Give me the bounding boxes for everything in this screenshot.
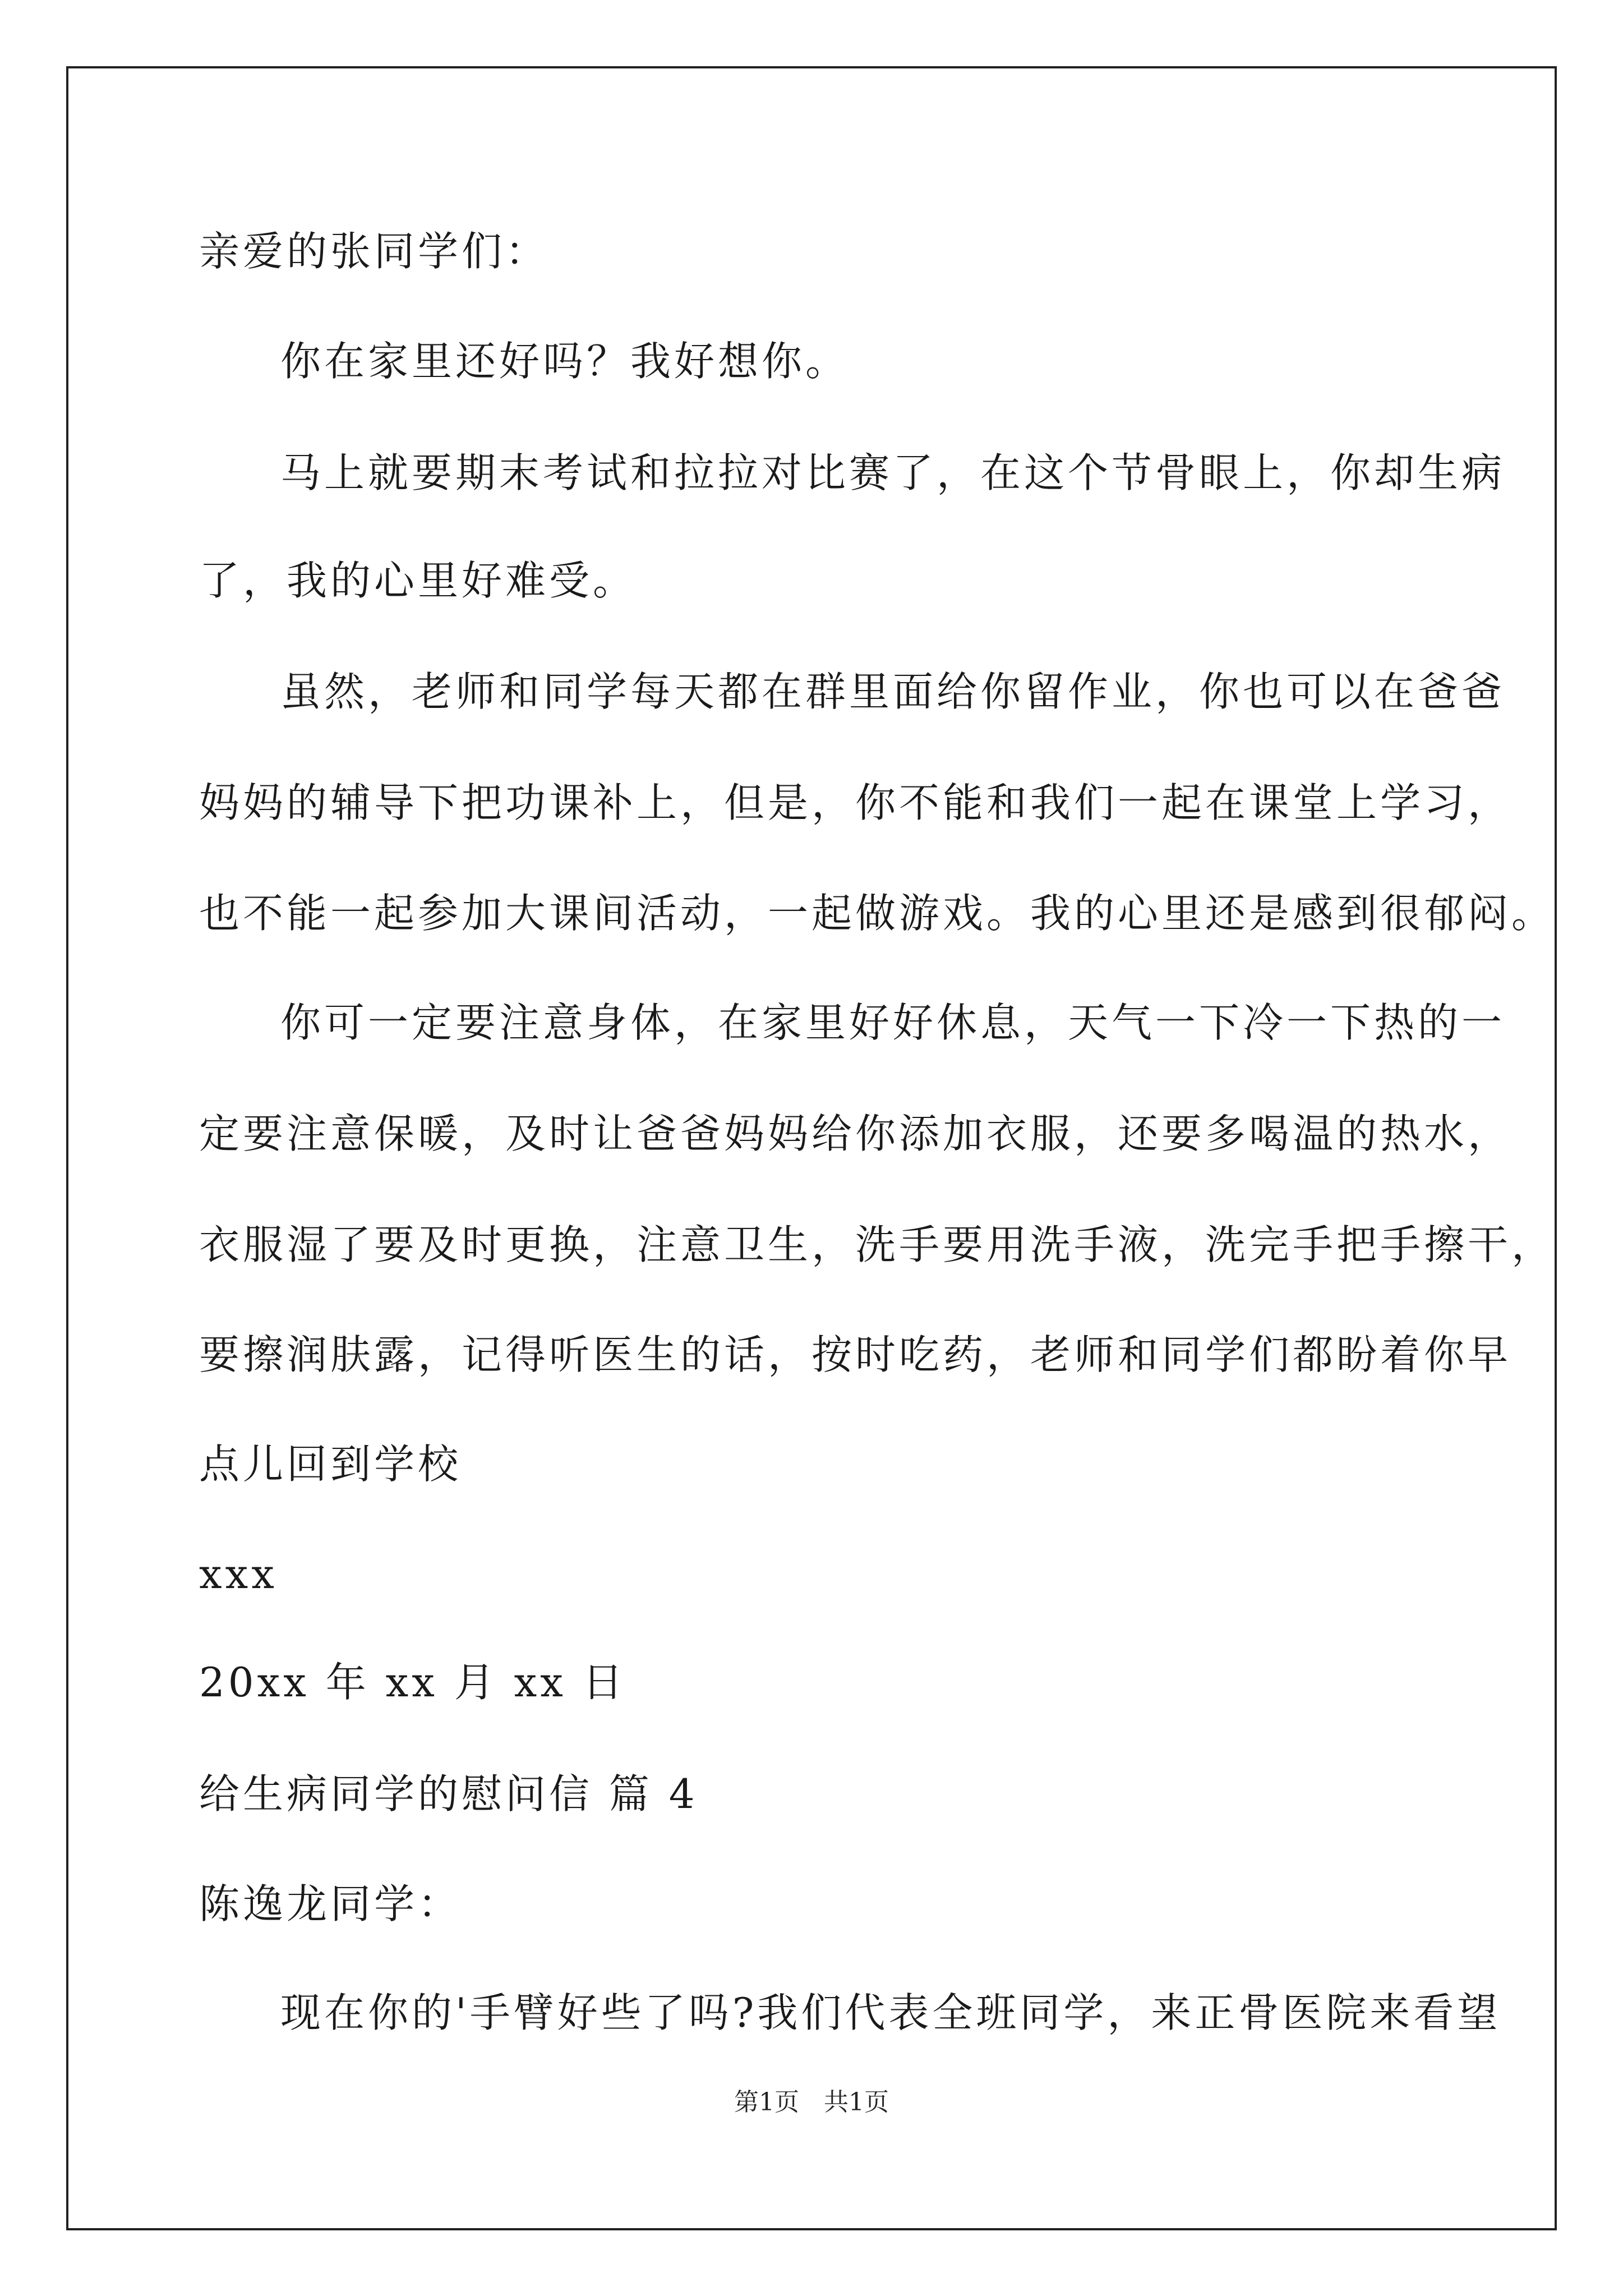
salutation: 亲爱的张同学们： [199,228,550,275]
paragraph-line: 衣服湿了要及时更换，注意卫生，洗手要用洗手液，洗完手把手擦干， [199,1221,1556,1268]
paragraph-line: 你在家里还好吗？我好想你。 [280,338,850,385]
date: 20xx 年 xx 月 xx 日 [199,1659,626,1706]
paragraph-line: 虽然，老师和同学每天都在群里面给你留作业，你也可以在爸爸 [280,668,1506,715]
paragraph-line: 妈妈的辅导下把功课补上，但是，你不能和我们一起在课堂上学习， [199,779,1512,826]
paragraph-line: 要擦润肤露，记得听医生的话，按时吃药，老师和同学们都盼着你早 [199,1331,1512,1378]
paragraph-line: 你可一定要注意身体，在家里好好休息，天气一下冷一下热的一 [280,999,1506,1046]
paragraph-line: 点儿回到学校 [199,1441,462,1488]
paragraph-line: 定要注意保暖，及时让爸爸妈妈给你添加衣服，还要多喝温的热水， [199,1110,1512,1157]
signature: xxx [199,1550,278,1598]
section-heading: 给生病同学的慰问信 篇 4 [199,1770,698,1818]
paragraph-line: 了，我的心里好难受。 [199,557,637,604]
paragraph-line: 马上就要期末考试和拉拉对比赛了，在这个节骨眼上，你却生病 [280,449,1506,496]
salutation: 陈逸龙同学： [199,1880,462,1927]
page-footer: 第1页 共1页 [734,2088,889,2116]
paragraph-line: 也不能一起参加大课间活动，一起做游戏。我的心里还是感到很郁闷。 [199,890,1556,937]
paragraph-line: 现在你的'手臂好些了吗?我们代表全班同学，来正骨医院来看望 [280,1989,1501,2036]
